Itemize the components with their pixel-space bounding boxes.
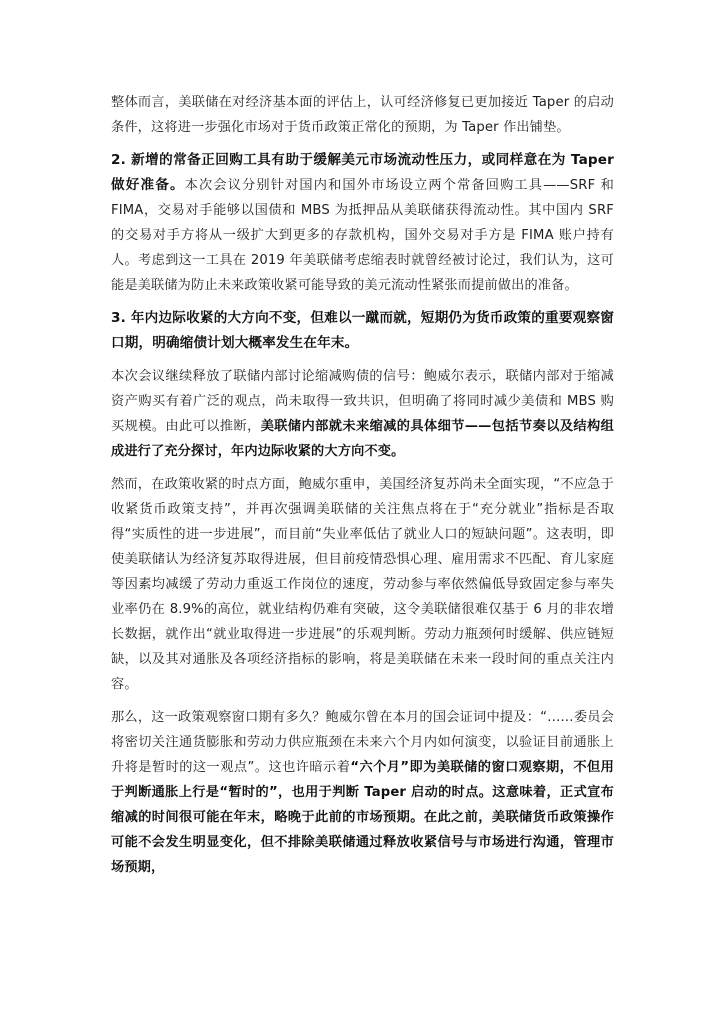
paragraph-text: 然而，在政策收紧的时点方面，鲍威尔重申，美国经济复苏尚未全面实现，“不应急于收紧货币政策支持”，并再次强调美联储的关注焦点将在于“充分就业”指标是否取得“实质性的进一步进展”，而目前“失业率低估了就业人口的短缺问题”。这表明，即使美联储认为经济复苏取得进展，但目前疫情恐惧心理、雇用需求不匹配、育儿家庭等因素均减缓了劳动力重返工作岗位的速度，劳动参与率依然偏低导致固定参与率失业率仍在 8.9%的高位，就业结构仍难有突破，这令美联储很难仅基于 6 月的非农增长数据，就作出“就业取得进一步进展”的乐观判断。劳动力瓶颈何时缓解、供应链短缺，以及其对通胀及各项经济指标的影响，将是美联储在未来一段时间的重点关注内容。 [111, 477, 614, 692]
paragraph-timing [111, 472, 614, 697]
paragraph-text: 本次会议继续释放了联储内部讨论缩减购债的信号：鲍威尔表示，联储内部对于缩减资产购买有着广泛的观点，尚未取得一致共识，但明确了将同时减少美债和 MBS 购买规模。由此可以推断， [111, 369, 614, 434]
paragraph-taper-signal [111, 364, 614, 464]
paragraph-text: 整体而言，美联储在对经济基本面的评估上，认可经济修复已更加接近 Taper 的启动条件，这将进一步强化市场对于货币政策正常化的预期，为 Taper 作出铺垫。 [111, 95, 614, 135]
bold-emphasis: “六个月”即为美联储的窗口观察期，不但用于判断通胀上行是“暂时的”，也用于判断 Taper 启动的时点。这意味着，正式宣布缩减的时间很可能在年末，略晚于此前的市场预期。在此之前，美联储货币政策操作可能不会发生明显变化，但不排除美联储通过释放收紧信号与市场进行沟通，管理市场预期， [111, 760, 614, 875]
heading-text: 3. 年内边际收紧的大方向不变，但难以一蹴而就，短期仍为货币政策的重要观察窗口期，明确缩债计划大概率发生在年末。 [111, 310, 614, 351]
point-2-heading: 2. 新增的常备正回购工具有助于缓解美元市场流动性压力，或同样意在为 Taper 做好准备。 [111, 152, 614, 193]
paragraph-point-2 [111, 148, 614, 298]
paragraph-text: 本次会议分别针对国内和国外市场设立两个常备回购工具——SRF 和 FIMA，交易对手能够以国债和 MBS 为抵押品从美联储获得流动性。其中国内 SRF 的交易对手方将从一级扩大到更多的存款机构，国外交易对手方是 FIMA 账户持有人。考虑到这一工具在 2019 年美联储考虑缩表时就曾经被讨论过，我们认为，这可能是美联储为防止未来政策收紧可能导致的美元流动性紧张而提前做出的准备。 [111, 178, 615, 293]
paragraph-text: 那么，这一政策观察窗口期有多久？鲍威尔曾在本月的国会证词中提及：“……委员会将密切关注通货膨胀和劳动力供应瓶颈在未来六个月内如何演变，以验证目前通胀上升将是暂时的这一观点”。这也许暗示着 [111, 710, 614, 775]
paragraph-window-period [111, 705, 614, 880]
point-3-heading [111, 306, 614, 356]
document-body [111, 90, 614, 880]
paragraph-summary [111, 90, 614, 140]
bold-emphasis: 美联储内部就未来缩减的具体细节——包括节奏以及结构组成进行了充分探讨，年内边际收紧的大方向不变。 [111, 419, 614, 459]
